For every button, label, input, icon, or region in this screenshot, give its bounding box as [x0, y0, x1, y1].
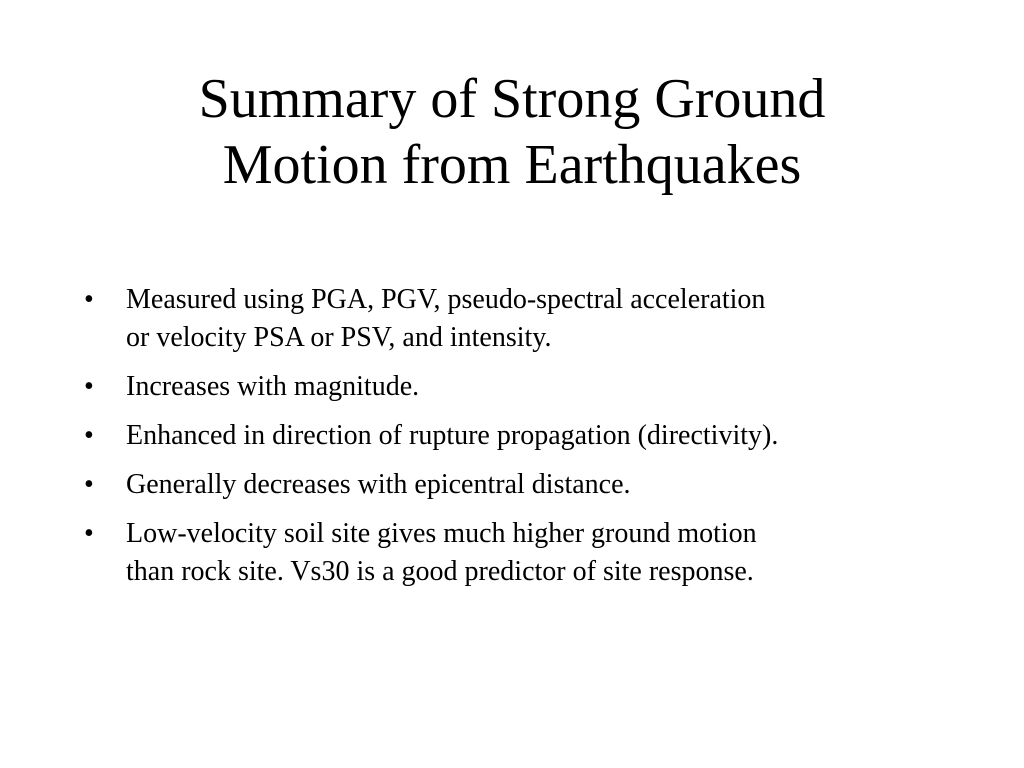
bullet-text-line: than rock site. Vs30 is a good predictor of site response. — [126, 556, 754, 587]
bullet-text — [126, 515, 944, 591]
bullet-text-line: Increases with magnitude. — [126, 371, 420, 402]
bullet-dot-icon: • — [84, 371, 94, 402]
bullet-item — [84, 515, 944, 591]
bullet-item — [84, 417, 944, 455]
bullet-text — [126, 281, 944, 357]
bullet-item — [84, 368, 944, 406]
bullet-item — [84, 281, 944, 357]
bullet-list — [84, 281, 944, 602]
bullet-dot-icon: • — [84, 284, 94, 315]
bullet-text-line: Generally decreases with epicentral distance. — [126, 469, 631, 500]
bullet-item — [84, 466, 944, 504]
slide-title-line: Summary of Strong Ground — [198, 68, 826, 130]
bullet-text-line: Low-velocity soil site gives much higher ground motion — [126, 518, 757, 549]
bullet-text — [126, 466, 944, 504]
slide-title — [80, 66, 944, 198]
bullet-text — [126, 417, 944, 455]
bullet-dot-icon: • — [84, 469, 94, 500]
bullet-dot-icon: • — [84, 420, 94, 451]
bullet-text-line: Enhanced in direction of rupture propagation (directivity). — [126, 420, 779, 451]
bullet-text-line: or velocity PSA or PSV, and intensity. — [126, 322, 552, 353]
bullet-dot-icon: • — [84, 518, 94, 549]
slide-title-line: Motion from Earthquakes — [222, 134, 802, 196]
bullet-text — [126, 368, 944, 406]
bullet-text-line: Measured using PGA, PGV, pseudo-spectral acceleration — [126, 284, 766, 315]
